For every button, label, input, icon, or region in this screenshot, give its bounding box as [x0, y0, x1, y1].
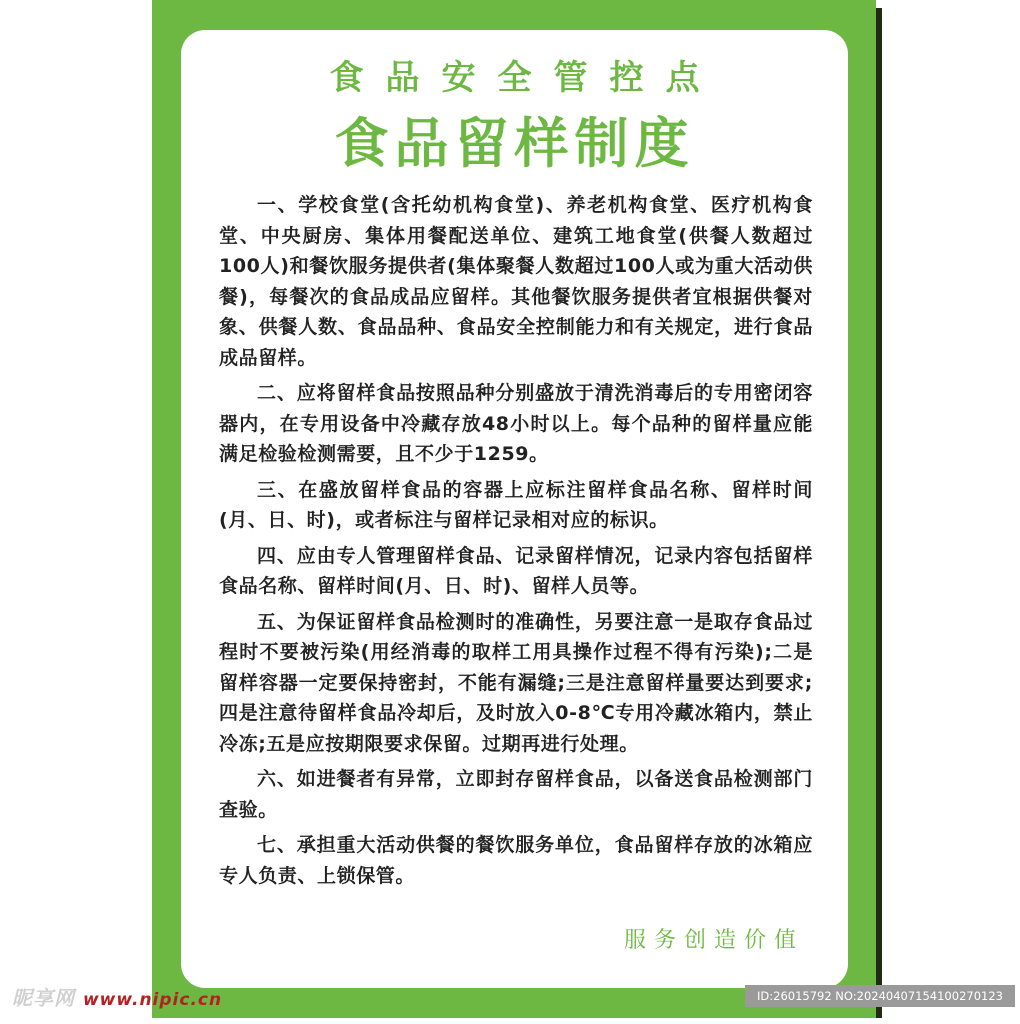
- site-watermark: [12, 986, 222, 1012]
- rule-paragraph-3: 三、在盛放留样食品的容器上应标注留样食品名称、留样时间(月、日、时)，或者标注与留样记录相对应的标识。: [219, 478, 813, 531]
- rule-paragraph-6: 六、如进餐者有异常，立即封存留样食品，以备送食品检测部门查验。: [219, 768, 813, 821]
- rule-paragraph-7: 七、承担重大活动供餐的餐饮服务单位，食品留样存放的冰箱应专人负责、上锁保管。: [219, 834, 813, 887]
- rule-paragraph-1: 一、学校食堂(含托幼机构食堂)、养老机构食堂、医疗机构食堂、中央厨房、集体用餐配送单位、建筑工地食堂(供餐人数超过100人)和餐饮服务提供者(集体聚餐人数超过100人或为重大活动供餐)，每餐次的食品成品应留样。其他餐饮服务提供者宜根据供餐对象、供餐人数、食品品种、食品安全控制能力和有关规定，进行食品成品留样。: [219, 194, 813, 369]
- image-id-bar: ID:26015792 NO:20240407154100270123: [745, 985, 1015, 1007]
- slogan: 服务创造价值: [623, 928, 804, 953]
- rule-paragraph-4: 四、应由专人管理留样食品、记录留样情况，记录内容包括留样食品名称、留样时间(月、日、时)、留样人员等。: [219, 544, 813, 597]
- rule-paragraph-5: 五、为保证留样食品检测时的准确性，另要注意一是取存食品过程时不要被污染(用经消毒的取样工用具操作过程不得有污染);二是留样容器一定要保持密封，不能有漏缝;三是注意留样量要达到要求;四是注意待留样食品冷却后，及时放入0-8℃专用冷藏冰箱内，禁止冷冻;五是应按期限要求保留。过期再进行处理。: [219, 610, 813, 755]
- white-panel: [181, 30, 848, 988]
- site-name: 昵享网: [12, 986, 75, 1010]
- poster-subtitle: 食品安全管控点: [329, 58, 722, 98]
- site-url: www.nipic.cn: [82, 990, 223, 1010]
- rule-paragraph-2: 二、应将留样食品按照品种分别盛放于清洗消毒后的专用密闭容器内，在专用设备中冷藏存放48小时以上。每个品种的留样量应能满足检验检测需要，且不少于1259。: [219, 382, 813, 465]
- poster-title: 食品留样制度: [334, 112, 695, 175]
- rules-body: [219, 190, 813, 896]
